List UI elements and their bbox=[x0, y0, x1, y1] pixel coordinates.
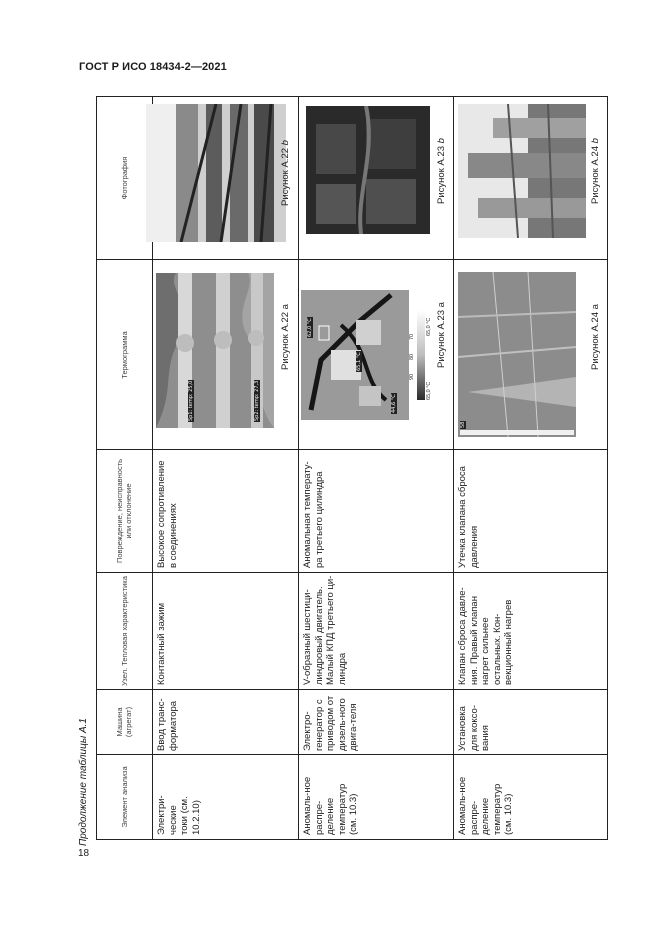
column-header-element: Элемент анализа bbox=[119, 766, 129, 828]
caption-a22a: Рисунок А.22 а bbox=[280, 304, 291, 370]
column-header-thermogram: Термограмма bbox=[119, 331, 129, 379]
row1-machine: Ввод транс-форматора bbox=[156, 698, 179, 751]
column-header-photo: Фотография bbox=[119, 156, 129, 200]
row2-element: Аномаль-ное распре-деление температур (см. 10.3) bbox=[302, 776, 359, 835]
row3-node: Клапан сброса давле-ния. Правый клапан нагрет сильнее остальных. Кон-векционный нагрев bbox=[457, 587, 514, 685]
thermogram-a23 bbox=[301, 290, 409, 420]
photo-a22 bbox=[146, 104, 286, 242]
row3-element: Аномаль-ное распре-деление температур (см. 10.3) bbox=[457, 776, 514, 835]
scale-min: 65,0 °С bbox=[426, 381, 432, 400]
row1-damage: Высокое сопротивление в соединениях bbox=[156, 460, 179, 568]
scale-90: 90 bbox=[409, 373, 415, 380]
row2-machine: Электро-генератор с приводом от дизель-ного двига-теля bbox=[302, 695, 359, 751]
caption-a23b: Рисунок А.23 b bbox=[436, 138, 447, 204]
column-header-damage: Повреждение, неисправность или отклонение bbox=[115, 458, 133, 564]
row1-node: Контактный зажим bbox=[156, 602, 167, 685]
row2-node: V-образный шестици-линдровый двигатель. Малый КПД третьего ци-линдра bbox=[302, 575, 348, 685]
thermogram-a24 bbox=[458, 272, 576, 437]
thermogram-a23-spot2: 65,1 °С bbox=[356, 352, 362, 371]
row3-damage: Утечка клапана сброса давления bbox=[457, 466, 480, 568]
caption-a24a: Рисунок А.24 а bbox=[590, 304, 601, 370]
thermogram-a23-spot1: 62,0 °С bbox=[307, 318, 313, 337]
caption-a23a: Рисунок А.23 а bbox=[436, 302, 447, 368]
row3-machine: Установка для коксо-вания bbox=[457, 705, 491, 751]
thermogram-a22-spot2: Sp2: temp: 27,3 bbox=[254, 380, 260, 421]
column-header-machine: Машина (агрегат) bbox=[115, 706, 133, 738]
document-header: ГОСТ Р ИСО 18434-2—2021 bbox=[79, 61, 227, 73]
scale-80: 80 bbox=[409, 353, 415, 360]
thermogram-a24-label: 58 bbox=[460, 421, 466, 428]
thermogram-a23-spot3: 44,6 °С bbox=[391, 394, 397, 413]
table-continuation-label: Продолжение таблицы А.1 bbox=[78, 718, 89, 846]
thermogram-a22 bbox=[156, 273, 274, 428]
photo-a23 bbox=[306, 106, 430, 234]
thermogram-a22-spot1: Sp1: temp: 25,0 bbox=[188, 380, 194, 421]
column-header-node: Узел. Тепловая характеристика bbox=[119, 576, 129, 686]
row2-damage: Аномальная температу-ра третьего цилиндра bbox=[302, 461, 325, 568]
thermogram-a23-scale bbox=[409, 310, 433, 400]
scale-70: 70 bbox=[409, 333, 415, 340]
caption-a24b: Рисунок А.24 b bbox=[590, 138, 601, 204]
caption-a22b: Рисунок А.22 b bbox=[280, 140, 291, 206]
photo-a24 bbox=[458, 104, 586, 238]
page-number: 18 bbox=[78, 848, 90, 859]
scale-max: 65,0 °С bbox=[426, 317, 432, 336]
row1-element: Электри-ческие токи (см. 10.2.10) bbox=[156, 795, 202, 835]
rotated-table bbox=[96, 96, 608, 840]
